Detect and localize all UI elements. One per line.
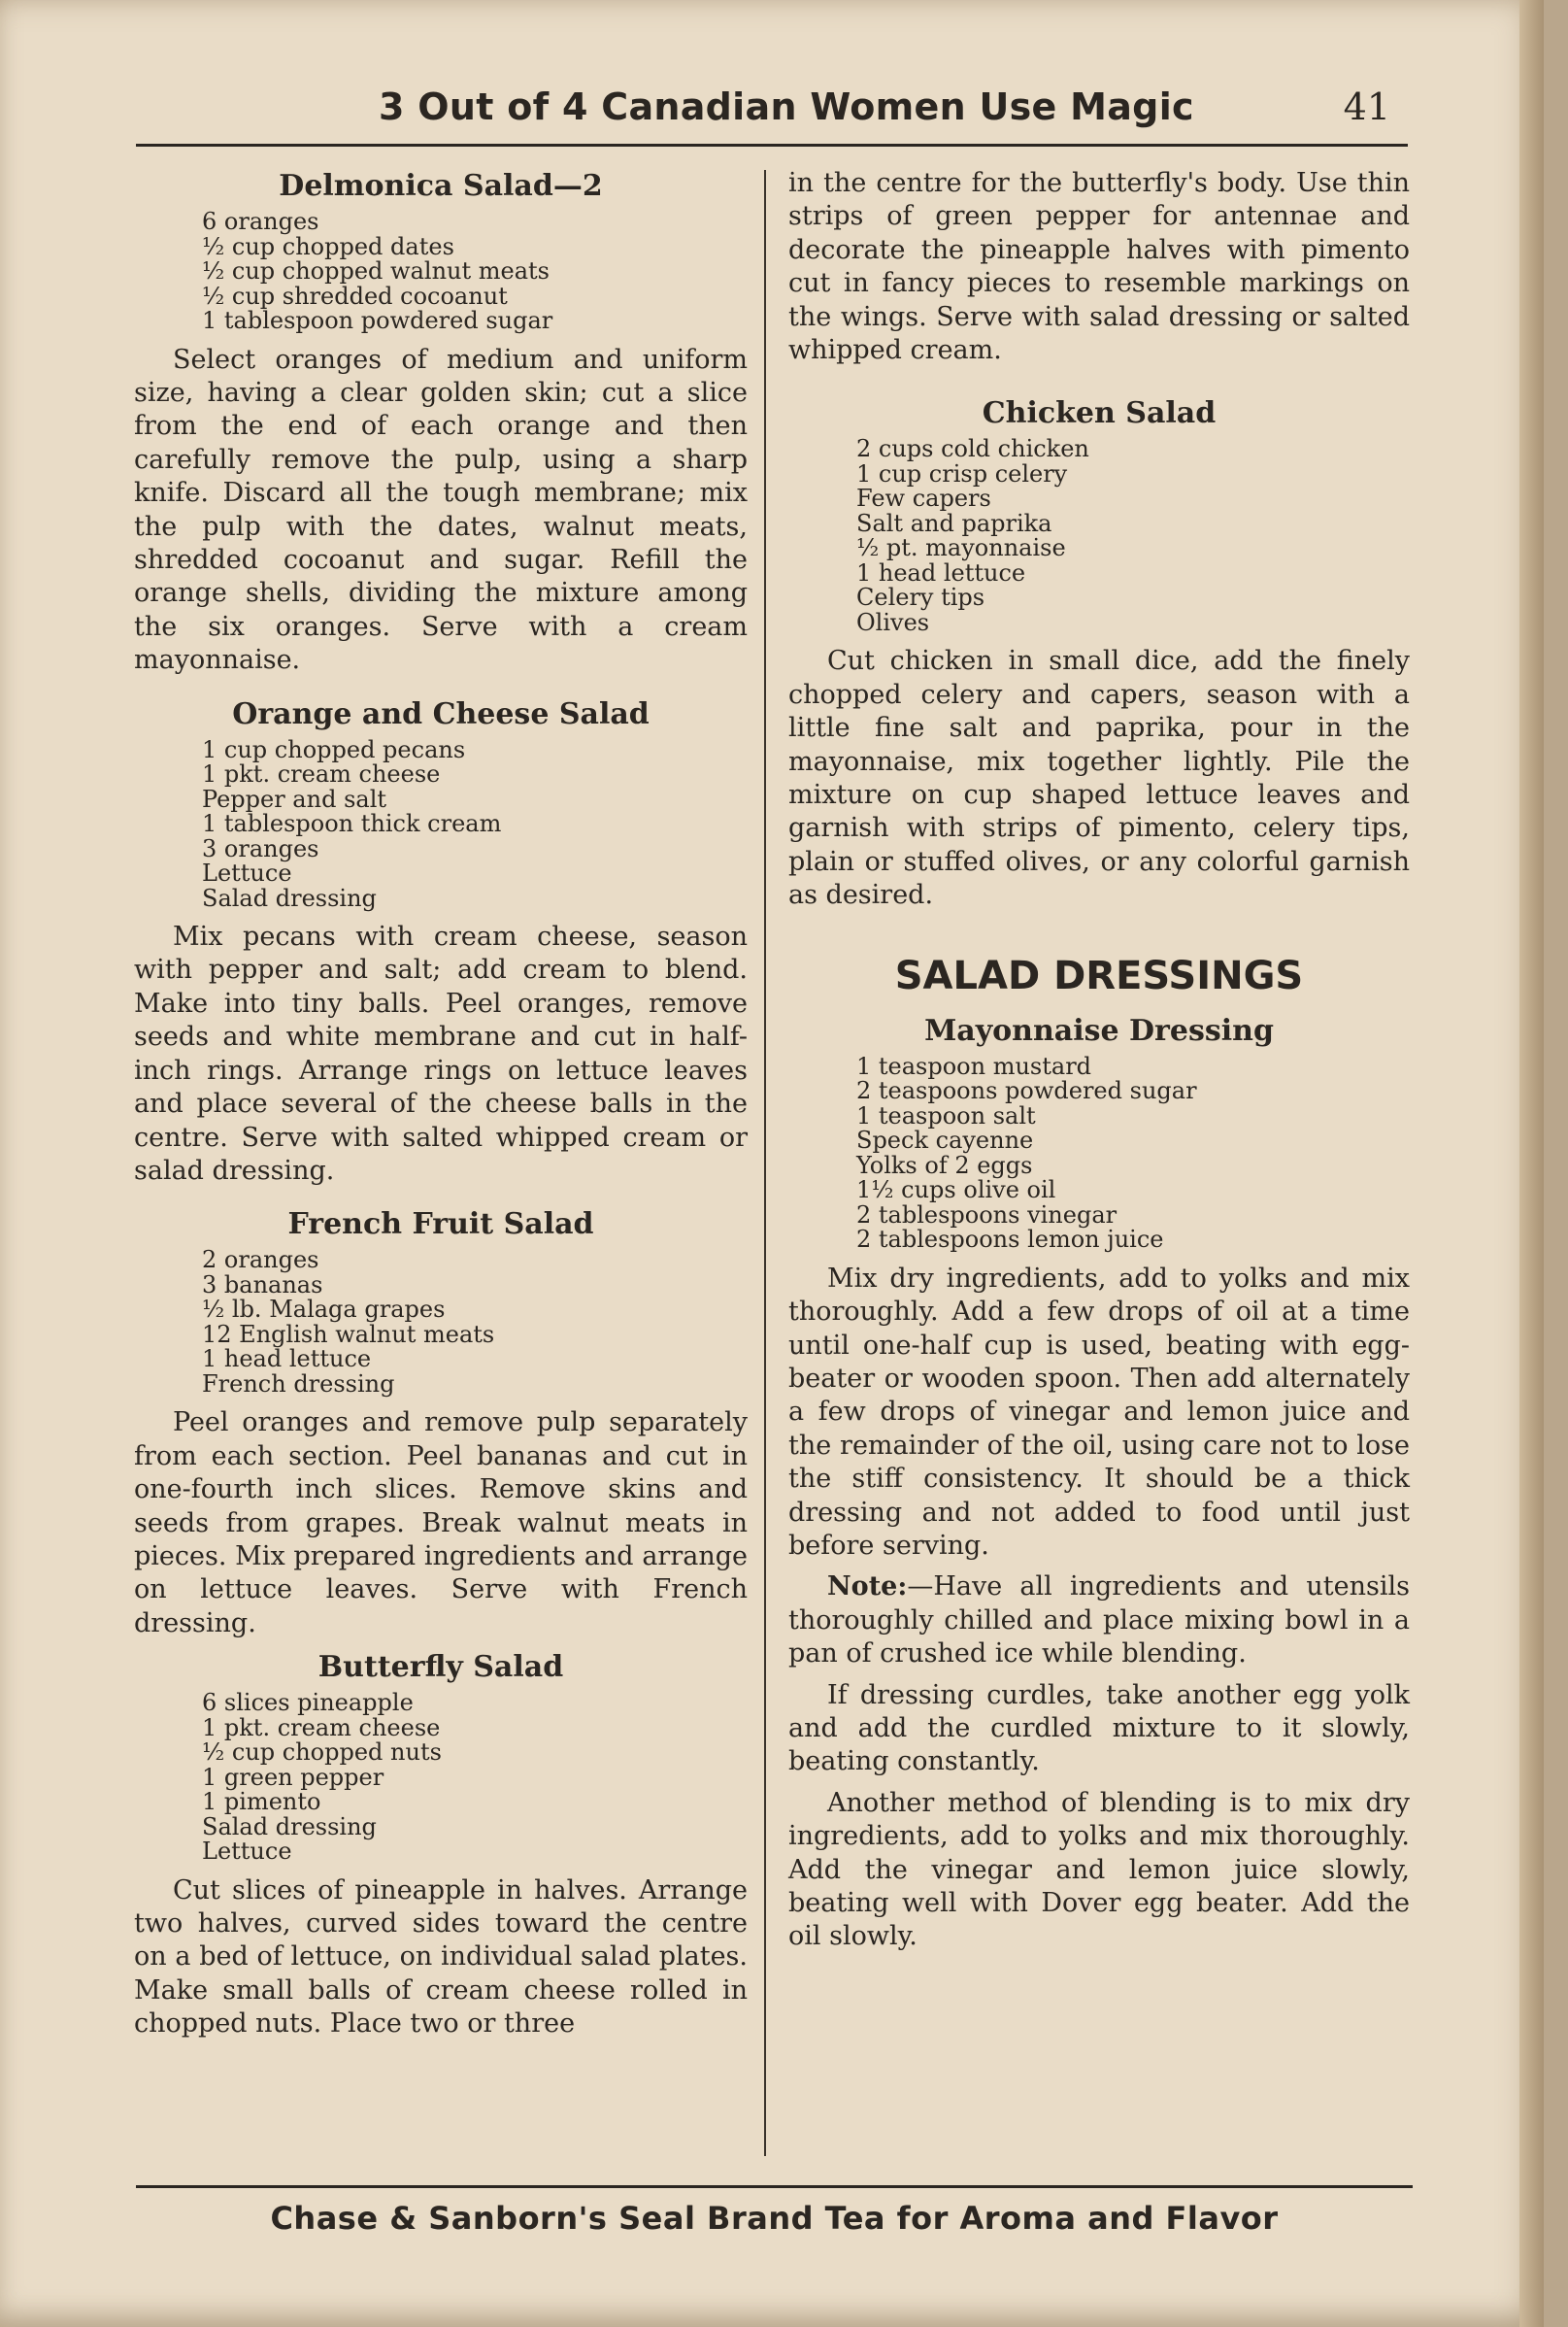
column-divider (764, 170, 766, 2156)
ingredient: 2 oranges (202, 1246, 319, 1274)
left-column (134, 167, 748, 2049)
ingredient: 1 head lettuce (202, 1345, 372, 1373)
ingredient: 6 oranges (202, 208, 319, 235)
recipe-title: Delmonica Salad—2 (279, 169, 603, 203)
ingredient: 2 tablespoons lemon juice (856, 1226, 1164, 1254)
ingredient: 1 tablespoon thick cream (202, 810, 502, 838)
recipe-title: Chicken Salad (982, 396, 1217, 431)
ingredient: 1 teaspoon mustard (856, 1052, 1092, 1080)
page-footer: Chase & Sanborn's Seal Brand Tea for Aroma and Flavor (136, 2185, 1413, 2237)
section-title: SALAD DRESSINGS (894, 953, 1304, 998)
recipe-directions: Cut slices of pineapple in halves. Arrange two halves, curved sides toward the centre on a bed of lettuce, on individual salad plates. Make small balls of cream cheese rolled in chopped nuts. Place two or three (134, 1874, 748, 2040)
recipe-directions: Mix dry ingredients, add to yolks and mix thoroughly. Add a few drops of oil at a time until one-half cup is used, beating with egg-beater or wooden spoon. Then add alternately a few drops of vinegar and lemon juice and the remainder of the oil, using care not to lose the stiff consistency. It should be a thick dressing and not added to food until just before serving. (788, 1263, 1410, 1561)
ingredient-list (202, 1248, 748, 1397)
header-title: 3 Out of 4 Canadian Women Use Magic (379, 85, 1194, 128)
ingredient: Salt and paprika (856, 509, 1052, 537)
recipe-title: Mayonnaise Dressing (924, 1013, 1274, 1048)
ingredient-list (856, 1052, 1410, 1254)
ingredient: 1 pimento (202, 1788, 321, 1816)
ingredient: ½ cup chopped dates (202, 232, 454, 260)
ingredient: Lettuce (202, 860, 292, 888)
ingredient: 1 cup chopped pecans (202, 735, 466, 763)
ingredient: 2 teaspoons powdered sugar (856, 1077, 1197, 1105)
ingredient-list (856, 437, 1410, 635)
ingredient: 6 slices pineapple (202, 1689, 414, 1717)
recipe-title: Orange and Cheese Salad (232, 696, 650, 731)
ingredient: 1 tablespoon powdered sugar (202, 307, 553, 334)
ingredient-list (202, 735, 748, 912)
recipe-delmonica-salad (134, 167, 748, 678)
ingredient: 1 pkt. cream cheese (202, 1713, 441, 1741)
ingredient: ½ pt. mayonnaise (856, 534, 1066, 562)
ingredient: Lettuce (202, 1838, 292, 1866)
ingredient: 1 cup crisp celery (856, 459, 1068, 488)
right-column (788, 167, 1410, 1962)
ingredient: Celery tips (856, 584, 985, 612)
note-paragraph (788, 1570, 1410, 1670)
ingredient: 1 teaspoon salt (856, 1101, 1036, 1130)
ingredient-list (202, 1691, 748, 1865)
ingredient: Few capers (856, 485, 991, 513)
ingredient: 1 head lettuce (856, 558, 1026, 587)
note-text: —Have all ingredients and utensils thoroughly chilled and place mixing bowl in a pan of crushed ice while blending. (788, 1571, 1410, 1669)
page-number: 41 (1343, 85, 1390, 128)
ingredient: 3 oranges (202, 834, 319, 862)
page-header (136, 84, 1408, 147)
ingredient: 2 cups cold chicken (856, 435, 1089, 463)
recipe-directions: Peel oranges and remove pulp separately from each section. Peel bananas and cut in one-fourth inch slices. Remove skins and seeds from grapes. Break walnut meats in pieces. Mix prepared ingredients and arrange on lettuce leaves. Serve with French dressing. (134, 1407, 748, 1638)
recipe-orange-cheese-salad (134, 695, 748, 1189)
ingredient: 12 English walnut meats (202, 1320, 495, 1348)
ingredient: ½ lb. Malaga grapes (202, 1296, 446, 1324)
ingredient: Olives (856, 608, 930, 636)
ingredient: Speck cayenne (856, 1127, 1034, 1155)
recipe-chicken-salad (788, 394, 1410, 912)
butterfly-directions-continued: in the centre for the butterfly's body. Use thin strips of green pepper for antennae and decorate the pineapple halves with pimento cut in fancy pieces to resemble markings on the wings. Serve with salad dressing or salted whipped cream. (788, 168, 1410, 366)
ingredient: ½ cup shredded cocoanut (202, 282, 508, 310)
recipe-directions: Select oranges of medium and uniform size, having a clear golden skin; cut a slice from the end of each orange and then carefully remove the pulp, using a sharp knife. Discard all the tough membrane; mix the pulp with the dates, walnut meats, shredded cocoanut and sugar. Refill the orange shells, dividing the mixture among the six oranges. Serve with a cream mayonnaise. (134, 344, 748, 676)
recipe-title: French Fruit Salad (287, 1207, 594, 1242)
ingredient: Salad dressing (202, 1812, 377, 1840)
recipe-butterfly-salad (134, 1648, 748, 2041)
ingredient: 2 tablespoons vinegar (856, 1200, 1118, 1229)
curdle-tip: If dressing curdles, take another egg yolk and add the curdled mixture to it slowly, beating constantly. (788, 1679, 1410, 1777)
recipe-mayonnaise-dressing (788, 1012, 1410, 1954)
ingredient: ½ cup chopped walnut meats (202, 257, 550, 285)
ingredient: Pepper and salt (202, 785, 387, 813)
ingredient: ½ cup chopped nuts (202, 1738, 442, 1767)
ingredient: 1 pkt. cream cheese (202, 760, 441, 789)
recipe-french-fruit-salad (134, 1205, 748, 1640)
ingredient: Salad dressing (202, 884, 377, 912)
alternate-method: Another method of blending is to mix dry ingredients, add to yolks and mix thoroughly. Add the vinegar and lemon juice slowly, beating well with Dover egg beater. Add the oil slowly. (788, 1787, 1410, 1952)
recipe-title: Butterfly Salad (317, 1650, 564, 1685)
recipe-directions: Mix pecans with cream cheese, season with pepper and salt; add cream to blend. Make into tiny balls. Peel oranges, remove seeds and white membrane and cut in half-inch rings. Arrange rings on lettuce leaves and place several of the cheese balls in the centre. Serve with salted whipped cream or salad dressing. (134, 922, 748, 1186)
ingredient: French dressing (202, 1369, 395, 1398)
ingredient: 3 bananas (202, 1270, 323, 1298)
ingredient: 1½ cups olive oil (856, 1176, 1056, 1204)
recipe-directions: Cut chicken in small dice, add the finely chopped celery and capers, season with a little fine salt and paprika, pour in the mayonnaise, mix together lightly. Pile the mixture on cup shaped lettuce leaves and garnish with strips of pimento, celery tips, plain or stuffed olives, or any colorful garnish as desired. (788, 646, 1410, 911)
ingredient-list (202, 210, 748, 334)
ingredient: Yolks of 2 eggs (856, 1151, 1033, 1179)
page-edge (1519, 0, 1544, 2327)
ingredient: 1 green pepper (202, 1763, 384, 1791)
note-label: Note: (827, 1571, 908, 1602)
